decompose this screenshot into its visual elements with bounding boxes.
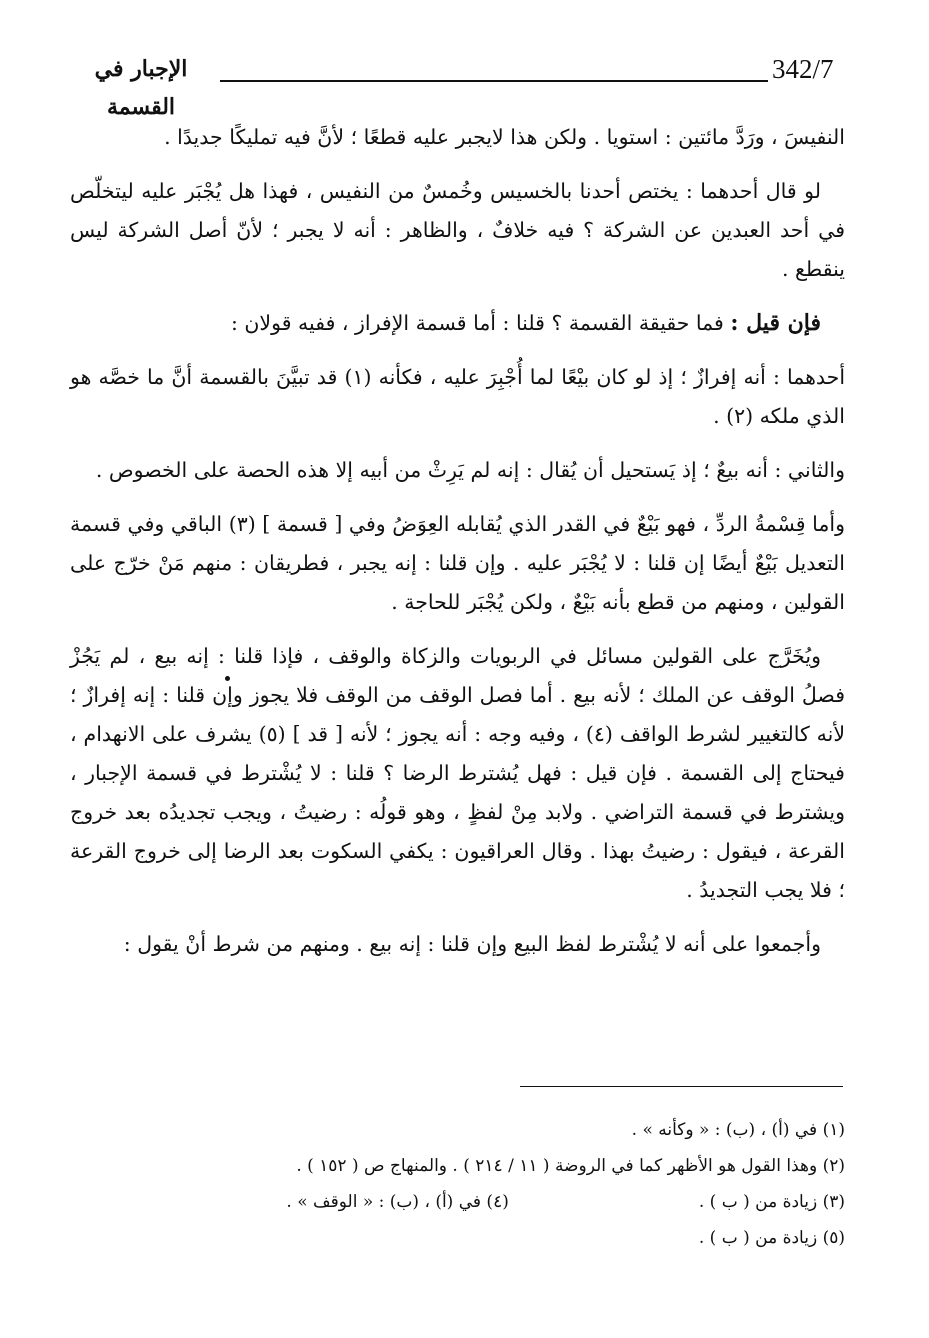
page-number: 342/7: [772, 54, 834, 84]
footnote-2: (٢) وهذا القول هو الأظهر كما في الروضة ( ١١ / ٢١٤ ) . والمنهاج ص ( ١٥٢ ) .: [296, 1156, 845, 1176]
running-header-title: الإجبار في القسمة: [94, 56, 188, 120]
header-rule: [220, 80, 768, 82]
footnote-3: (٣) زيادة من ( ب ) .: [698, 1192, 845, 1212]
paragraph-5: والثاني : أنه بيعٌ ؛ إذ يَستحيل أن يُقال : إنه لم يَرِثْ من أبيه إلا هذه الحصة على الخصوص .: [95, 458, 845, 482]
paragraph-1: النفيسَ ، ورَدَّ مائتين : استويا . ولكن هذا لايجبر عليه قطعًا ؛ لأنَّ فيه تمليكًا جديدًا .: [164, 125, 845, 149]
footnote-rule: [520, 1086, 843, 1087]
paragraph-3: [70, 304, 845, 343]
stray-dot: [225, 676, 230, 681]
footnote-5: (٥) زيادة من ( ب ) .: [698, 1228, 845, 1248]
paragraph-6: وأما قِسْمةُ الردِّ ، فهو بَيْعٌ في القدر الذي يُقابله العِوَضُ وفي [ قسمة ] (٣) الباقي وفي قسمة التعديل بَيْعٌ أيضًا إن قلنا : لا يُجْبَر عليه . وإن قلنا : إنه يجبر ، فطريقان : منهم مَنْ خرّج على القولين ، ومنهم من قطع بأنه بَيْعٌ ، ولكن يُجْبَر للحاجة .: [70, 512, 845, 614]
paragraph-3-text: فما حقيقة القسمة ؟ قلنا : أما قسمة الإفراز ، ففيه قولان :: [230, 311, 731, 335]
paragraph-8: وأجمعوا على أنه لا يُشْترط لفظ البيع وإن قلنا : إنه بيع . ومنهم من شرط أنْ يقول :: [123, 932, 821, 956]
footnote-1: (١) في (أ) ، (ب) : « وكأنه » .: [631, 1120, 845, 1140]
paragraph-2: لو قال أحدهما : يختص أحدنا بالخسيس وخُمسٌ من النفيس ، فهذا هل يُجْبَر عليه ليتخلّص في أحد العبدين عن الشركة ؟ فيه خلافٌ ، والظاهر : أنه لا يجبر ؛ لأنّ أصل الشركة ليس ينقطع .: [70, 179, 845, 281]
paragraph-3-lead: فإن قيل :: [730, 310, 821, 336]
paragraph-4: أحدهما : أنه إفرازٌ ؛ إذ لو كان بيْعًا لما أُجْبِرَ عليه ، فكأنه (١) قد تبيَّنَ بالقسمة أنَّ ما خصَّه هو الذي ملكه (٢) .: [70, 365, 846, 428]
footnote-row-3-4: [90, 1184, 845, 1220]
footnote-4: (٤) في (أ) ، (ب) : « الوقف » .: [286, 1192, 509, 1212]
paragraph-7: ويُخَرَّج على القولين مسائل في الربويات والزكاة والوقف ، فإذا قلنا : إنه بيع ، لم يَجُزْ فصلُ الوقف عن الملك ؛ لأنه بيع . أما فصل الوقف من الوقف فلا يجوز وإن قلنا : إنه إفرازٌ ؛ لأنه كالتغيير لشرط الواقف (٤) ، وفيه وجه : أنه يجوز ؛ لأنه [ قد ] (٥) يشرف على الانهدام ، فيحتاج إلى القسمة . فإن قيل : فهل يُشترط الرضا ؟ قلنا : لا يُشْترط في قسمة الإجبار ، ويشترط في قسمة التراضي . ولابد مِنْ لفظٍ ، وهو قولُه : رضيتُ ، ويجب تجديدُه بعد خروج القرعة ، فيقول : رضيتُ بهذا . وقال العراقيون : يكفي السكوت بعد الرضا إلى خروج القرعة ؛ فلا يجب التجديدُ .: [70, 644, 846, 902]
main-text: [70, 118, 845, 979]
footnotes: [90, 1112, 845, 1256]
